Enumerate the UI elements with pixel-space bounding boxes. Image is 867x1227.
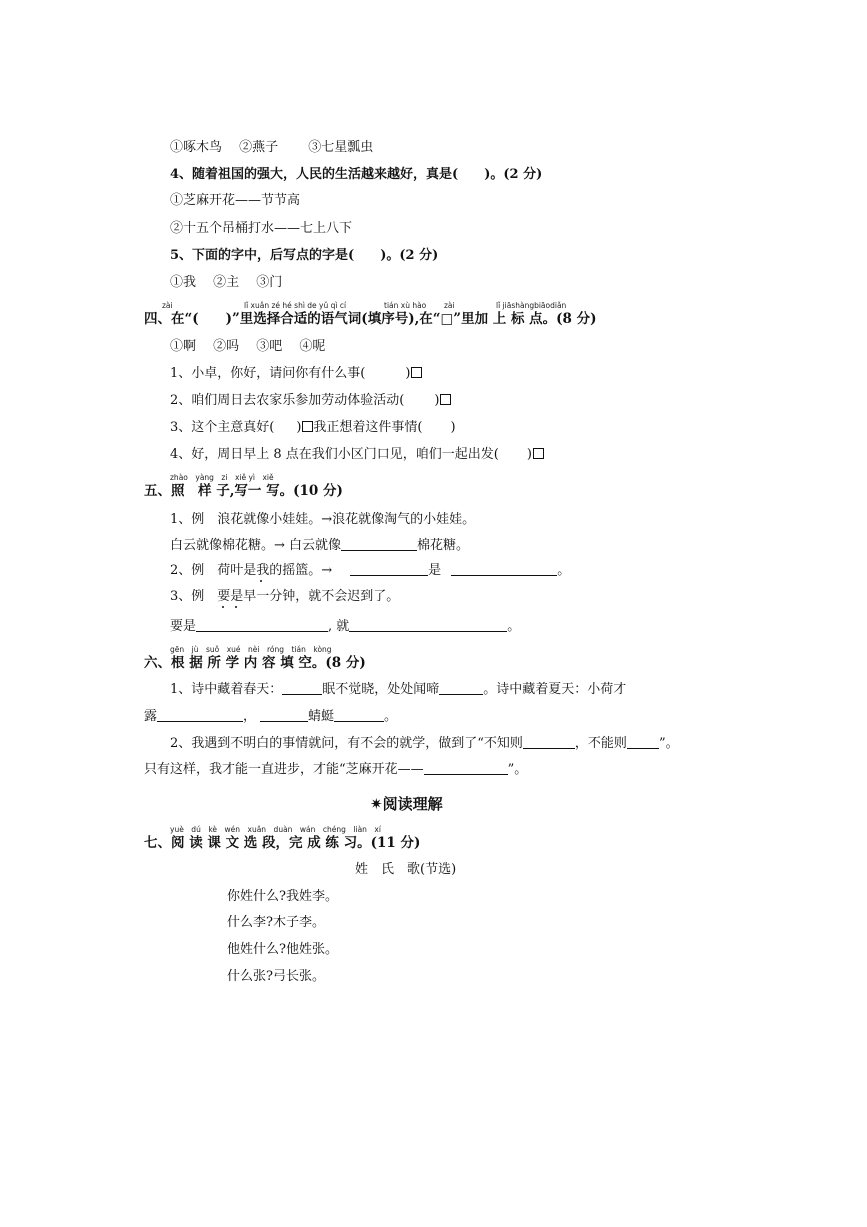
punctuation-box[interactable]: [411, 367, 422, 378]
answer-blank[interactable]: [424, 762, 508, 775]
q5-stem: 5、下面的字中，后写点的字是( )。(2 分): [170, 248, 439, 263]
s4-pinyin-4: zài: [444, 301, 455, 310]
s6-line-2-tail: 。: [384, 709, 398, 724]
q5-options: ①我 ②主 ③门: [170, 275, 283, 290]
q4-option-1: ①芝麻开花——节节高: [170, 193, 301, 208]
s5-task-2-text: 2、例 荷叶是我的摇篮。→: [170, 563, 333, 578]
s6-line-1-mid: 眠不觉晓，处处闻啼: [322, 682, 440, 697]
section-6-heading: 六、根 据 所 学 内 容 填 空。(8 分): [144, 655, 366, 671]
s6-line-3: [170, 736, 679, 752]
s5-example-1: 1、例 浪花就像小娃娃。→浪花就像淘气的小娃娃。: [170, 512, 476, 527]
reading-comprehension-title: ✷阅读理解: [370, 795, 443, 813]
q4-stem: 4、随着祖国的强大，人民的生活越来越好，真是( )。(2 分): [170, 167, 543, 182]
s4-options: ①啊 ②吗 ③吧 ④呢: [170, 339, 326, 354]
s4-item-4-text: 4、好，周日早上 8 点在我们小区门口见，咱们一起出发(: [170, 447, 499, 462]
s6-line-2-mid: 蜻蜓: [308, 709, 335, 724]
emphasis-dot: [222, 606, 224, 608]
s6-pinyin: gēn jù suǒ xué nèi róng tián kòng: [170, 645, 332, 654]
s6-line-2-text: 露: [144, 709, 158, 724]
s4-item-2: [170, 393, 451, 409]
s5-task-1: [170, 538, 469, 554]
s5-task-3-text: 要是: [170, 619, 197, 634]
s4-item-2-close: ): [434, 393, 440, 408]
s6-line-3-tail: ”。: [658, 736, 679, 751]
s6-line-3-text: 2、我遇到不明白的事情就问，有不会的就学，做到了“不知则: [170, 736, 523, 751]
s4-item-1: [170, 366, 422, 382]
s5-task-2: [170, 563, 570, 579]
answer-blank[interactable]: [260, 709, 308, 722]
emphasis-dot: [235, 606, 237, 608]
poem-line: 你姓什么?我姓李。: [227, 889, 338, 904]
answer-blank[interactable]: [627, 736, 659, 749]
poem-line: 什么李?木子李。: [227, 915, 325, 930]
s6-line-4: [144, 762, 527, 778]
s6-line-3-mid: ，不能则: [574, 736, 627, 751]
answer-blank[interactable]: [282, 682, 322, 695]
s7-pinyin: yuè dú kè wén xuǎn duàn wán chéng liàn xí: [170, 825, 381, 834]
answer-blank[interactable]: [157, 709, 243, 722]
s4-item-1-text: 1、小卓，你好，请问你有什么事(: [170, 366, 366, 381]
s5-task-2-tail: 。: [557, 563, 571, 578]
s5-task-3-tail: 。: [507, 619, 521, 634]
s4-item-4-close: ): [526, 447, 532, 462]
s5-task-1-text: 白云就像棉花糖。→ 白云就像: [170, 538, 342, 553]
s4-pinyin-3: tián xù hào: [384, 301, 427, 310]
poem-title: 姓 氏 歌(节选): [355, 862, 457, 877]
s6-line-2: [144, 709, 397, 725]
s5-example-3: 3、例 要是早一分钟，就不会迟到了。: [170, 589, 400, 604]
answer-blank[interactable]: [196, 619, 328, 632]
answer-blank[interactable]: [350, 563, 428, 576]
q3-options: ①啄木鸟 ②燕子 ③七星瓢虫: [170, 140, 374, 155]
s5-pinyin: zhào yàng zi xiě yì xiě: [170, 473, 274, 482]
answer-blank[interactable]: [451, 563, 557, 576]
s4-pinyin-5: lǐ jiāshàngbiāodiǎn: [496, 301, 567, 310]
section-7-heading: 七、阅 读 课 文 选 段，完 成 练 习。(11 分): [144, 835, 421, 851]
s5-task-2-mid: 是: [428, 563, 442, 578]
section-5-heading: 五、照 样 子,写一 写。(10 分): [144, 483, 343, 499]
s4-item-3-close: ): [296, 420, 302, 435]
s4-item-3: [170, 420, 456, 436]
s4-pinyin-1: zài: [162, 301, 173, 310]
s4-item-3-text-2: 我正想着这件事情(: [313, 420, 423, 435]
s6-line-1: [170, 682, 626, 698]
answer-blank[interactable]: [341, 538, 417, 551]
s4-item-1-close: ): [405, 366, 411, 381]
section-4-heading: 四、在“( )”里选择合适的语气词(填序号),在“□”里加 上 标 点。(8 分): [144, 311, 597, 327]
s4-item-3-text: 3、这个主意真好(: [170, 420, 275, 435]
answer-blank[interactable]: [349, 619, 507, 632]
s4-item-2-text: 2、咱们周日去农家乐参加劳动体验活动(: [170, 393, 405, 408]
punctuation-box[interactable]: [302, 421, 313, 432]
s5-task-1-tail: 棉花糖。: [417, 538, 470, 553]
poem-line: 他姓什么?他姓张。: [227, 942, 338, 957]
s4-item-4: [170, 447, 544, 463]
punctuation-box[interactable]: [440, 394, 451, 405]
s6-line-4-text: 只有这样，我才能一直进步，才能“芝麻开花——: [144, 762, 424, 777]
s6-line-4-tail: ”。: [507, 762, 528, 777]
poem-line: 什么张?弓长张。: [227, 969, 325, 984]
s6-line-2-comma: ，: [243, 709, 257, 724]
s5-task-3: [170, 619, 520, 635]
answer-blank[interactable]: [334, 709, 384, 722]
emphasis-dot: [260, 580, 262, 582]
answer-blank[interactable]: [439, 682, 483, 695]
s4-pinyin-2: lǐ xuǎn zé hé shì de yǔ qì cí: [244, 301, 347, 310]
s5-task-3-mid: , 就: [328, 619, 350, 634]
s6-line-1-text: 1、诗中藏着春天：: [170, 682, 283, 697]
answer-blank[interactable]: [523, 736, 575, 749]
s4-item-3-close-2: ): [450, 420, 456, 435]
s6-line-1-tail: 。诗中藏着夏天：小荷才: [483, 682, 627, 697]
q4-option-2: ②十五个吊桶打水——七上八下: [170, 221, 353, 236]
punctuation-box[interactable]: [533, 448, 544, 459]
